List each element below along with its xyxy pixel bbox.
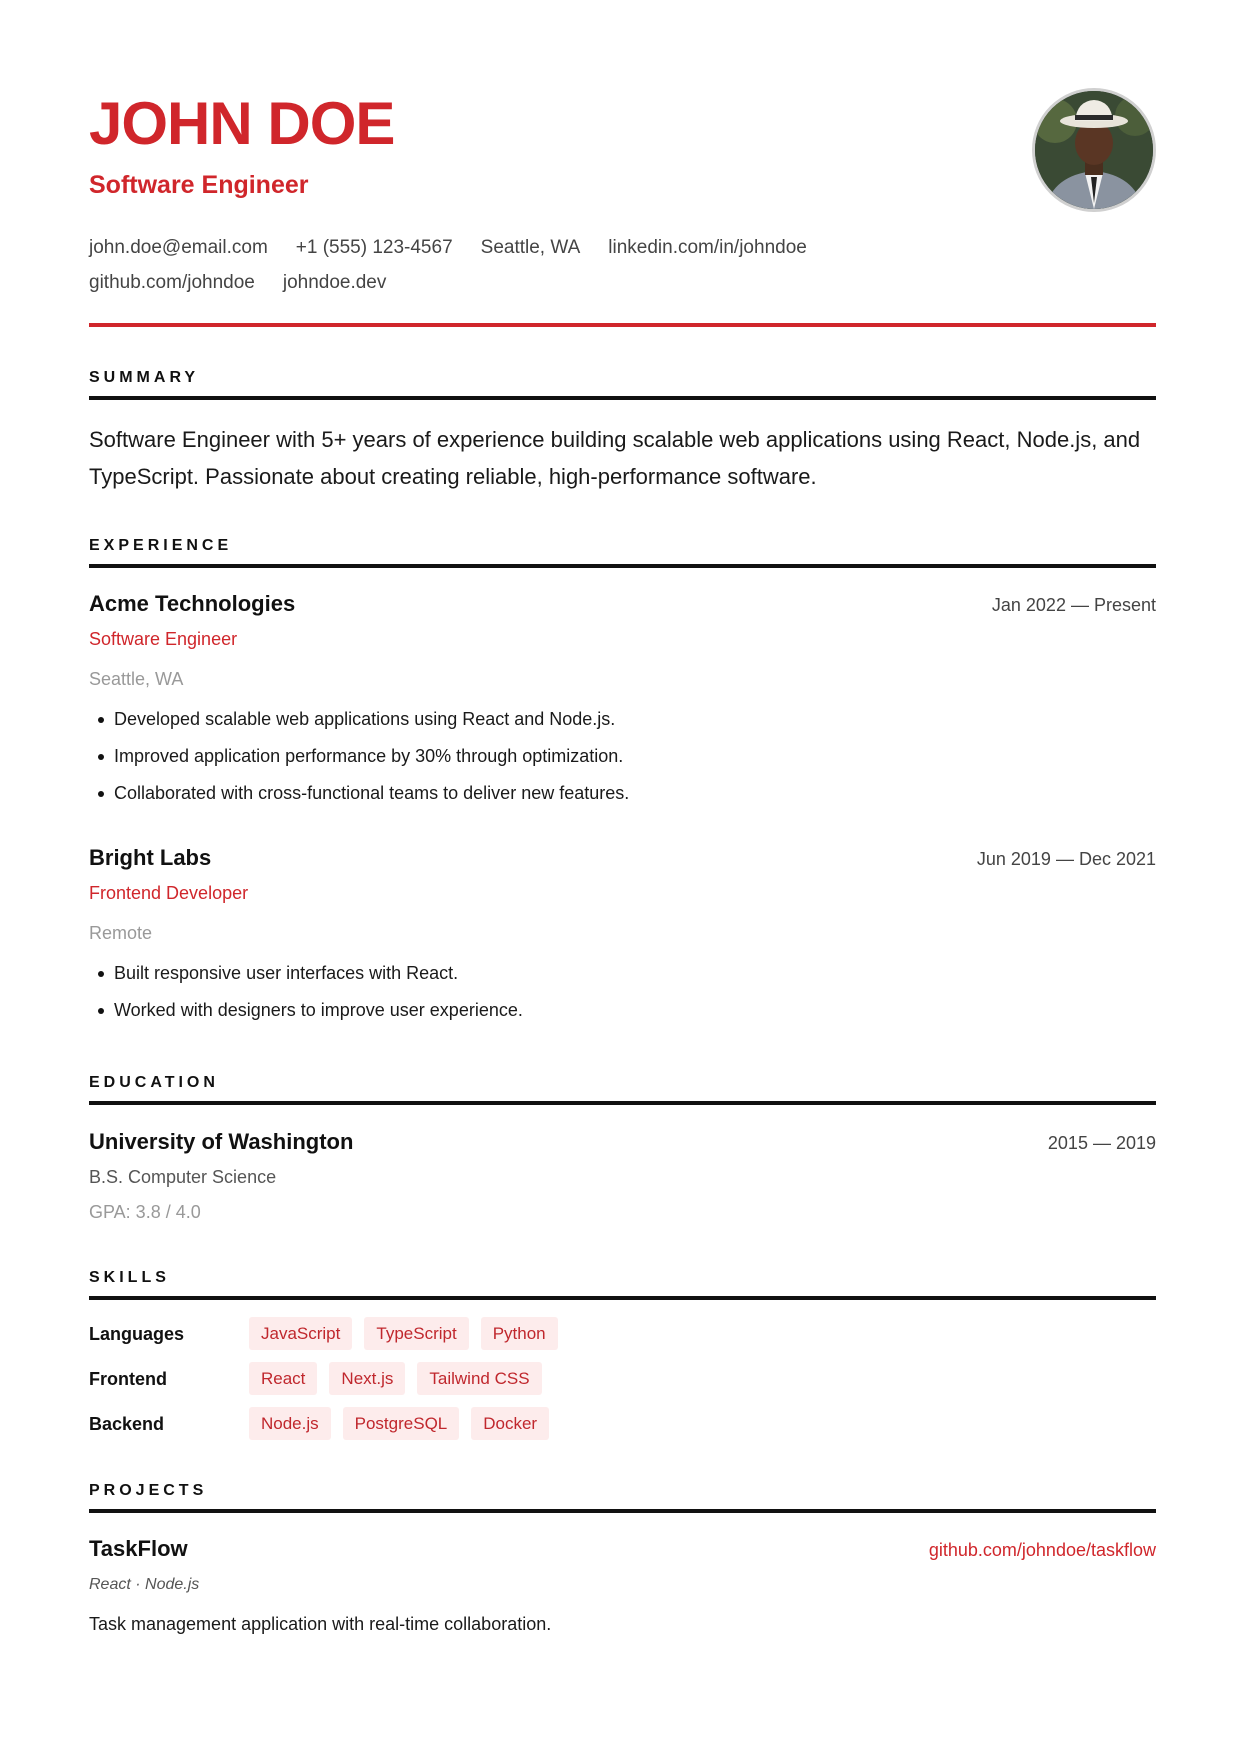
skill-chip: Next.js (329, 1362, 405, 1395)
header-divider (89, 323, 1156, 327)
job-dates: Jun 2019 — Dec 2021 (976, 849, 1156, 869)
section-divider (89, 1101, 1156, 1105)
skill-chip: TypeScript (364, 1317, 468, 1350)
contact-email[interactable]: john.doe@email.com (89, 237, 268, 258)
skill-group-label: Languages (89, 1324, 185, 1344)
job-bullets (89, 961, 1156, 1022)
skill-group-label: Frontend (89, 1369, 167, 1389)
section-divider (89, 1296, 1156, 1300)
summary-text: Software Engineer with 5+ years of experience building scalable web applications using React, Node.js, and TypeScript. Passionate about creating reliable, high-performance software. (89, 427, 1141, 489)
resume-content (89, 0, 1156, 1634)
experience-heading: EXPERIENCE (89, 537, 233, 554)
bullet-item: Worked with designers to improve user experience. (89, 998, 1156, 1022)
contact-github[interactable]: github.com/johndoe (89, 272, 255, 293)
skills-section-header (89, 1268, 1156, 1300)
education-section-header (89, 1073, 1156, 1105)
skill-chips (249, 1317, 558, 1350)
skill-chip: JavaScript (249, 1317, 352, 1350)
job-company: Acme Technologies (89, 591, 296, 616)
bullet-item: Collaborated with cross-functional teams to deliver new features. (89, 781, 1156, 805)
skill-chip: PostgreSQL (343, 1407, 460, 1440)
education-dates: 2015 — 2019 (1047, 1133, 1156, 1153)
job-role: Software Engineer (89, 629, 238, 649)
job-role: Frontend Developer (89, 883, 249, 903)
project-entry (89, 1534, 1156, 1636)
projects-heading: PROJECTS (89, 1482, 208, 1499)
contact-website[interactable]: johndoe.dev (282, 272, 387, 293)
project-description: Task management application with real-time collaboration. (89, 1614, 552, 1634)
contact-phone[interactable]: +1 (555) 123-4567 (295, 237, 453, 258)
job-location: Remote (89, 923, 153, 943)
summary-heading: SUMMARY (89, 369, 200, 386)
job-location: Seattle, WA (89, 669, 184, 689)
summary-section-header (89, 368, 1156, 400)
skill-chip: Docker (471, 1407, 549, 1440)
job-dates: Jan 2022 — Present (991, 595, 1156, 615)
skill-chip: Tailwind CSS (417, 1362, 541, 1395)
education-school: University of Washington (89, 1129, 354, 1154)
education-entry (89, 1127, 1156, 1224)
skill-chips (249, 1362, 542, 1395)
section-divider (89, 396, 1156, 400)
experience-section-header (89, 536, 1156, 568)
avatar (1032, 88, 1156, 212)
skill-group (89, 1362, 1156, 1396)
job-bullets (89, 707, 1156, 805)
project-name: TaskFlow (89, 1536, 188, 1561)
section-divider (89, 1509, 1156, 1513)
education-heading: EDUCATION (89, 1074, 219, 1091)
avatar-photo-icon (1035, 91, 1153, 209)
project-link[interactable]: github.com/johndoe/taskflow (928, 1540, 1156, 1560)
contact-info (89, 230, 909, 300)
job-entry (89, 843, 1156, 1035)
job-header (89, 589, 1156, 619)
contact-linkedin[interactable]: linkedin.com/in/johndoe (608, 237, 807, 258)
job-header (89, 843, 1156, 873)
section-divider (89, 564, 1156, 568)
skill-group (89, 1317, 1156, 1351)
skill-chips (249, 1407, 549, 1440)
bullet-item: Developed scalable web applications using React and Node.js. (89, 707, 1156, 731)
education-header (89, 1127, 1156, 1157)
project-header (89, 1534, 1156, 1564)
skill-chip: React (249, 1362, 317, 1395)
skill-group (89, 1407, 1156, 1441)
project-tech: React · Node.js (89, 1576, 200, 1593)
skill-chip: Node.js (249, 1407, 331, 1440)
skills-heading: SKILLS (89, 1269, 170, 1286)
resume-header (89, 0, 1156, 330)
job-entry (89, 589, 1156, 818)
projects-section-header (89, 1481, 1156, 1513)
candidate-name: JOHN DOE (89, 90, 395, 157)
education-gpa: GPA: 3.8 / 4.0 (89, 1202, 201, 1222)
skill-chip: Python (481, 1317, 558, 1350)
skill-group-label: Backend (89, 1414, 165, 1434)
contact-location: Seattle, WA (480, 237, 581, 258)
job-company: Bright Labs (89, 845, 212, 870)
bullet-item: Improved application performance by 30% through optimization. (89, 744, 1156, 768)
candidate-role: Software Engineer (89, 171, 309, 199)
bullet-item: Built responsive user interfaces with React. (89, 961, 1156, 985)
education-degree: B.S. Computer Science (89, 1167, 277, 1187)
